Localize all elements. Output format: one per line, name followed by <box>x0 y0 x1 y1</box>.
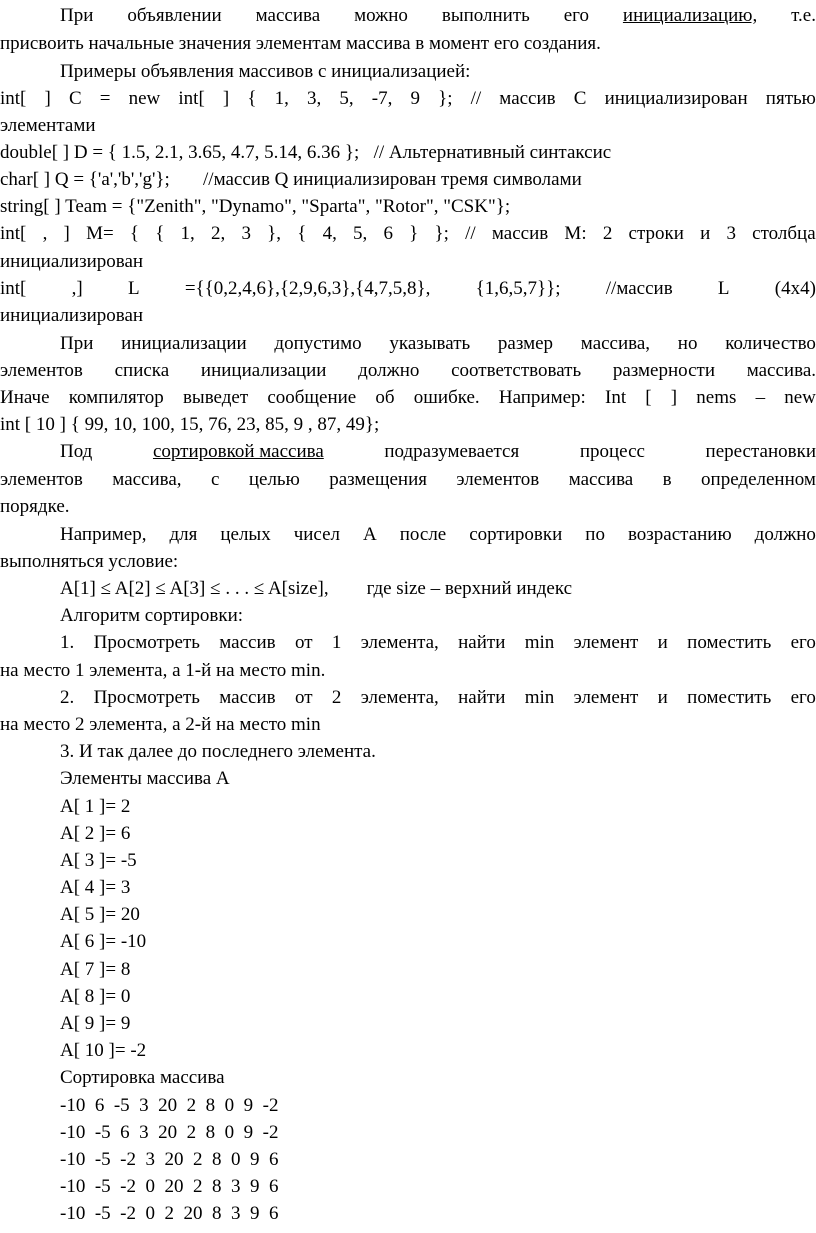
word: Например: <box>498 387 586 408</box>
array-element-line: A[ 8 ]= 0 <box>60 986 131 1007</box>
word: столбца <box>752 223 816 244</box>
word: int[ <box>0 278 27 299</box>
word: 1, <box>274 88 289 109</box>
word: перестановки <box>705 441 816 462</box>
word: пятью <box>765 88 816 109</box>
word: ] <box>63 223 70 244</box>
doc-line: char[ ] Q = {'a','b','g'}; //массив Q инициализирован тремя символами <box>0 169 582 190</box>
doc-line: int [ 10 ] { 99, 10, 100, 15, 76, 23, 85, 9 , 87, 49}; <box>0 414 380 435</box>
word: int[ <box>178 88 205 109</box>
array-element-line: A[ 1 ]= 2 <box>60 796 131 817</box>
word: При <box>60 5 94 26</box>
array-element-line: A[ 10 ]= -2 <box>60 1040 147 1061</box>
doc-line: элементами <box>0 115 96 136</box>
sort-step-line: -10 -5 6 3 20 2 8 0 9 -2 <box>60 1122 279 1143</box>
word: должно <box>358 360 420 381</box>
word: 1 <box>331 632 342 653</box>
word: его <box>563 5 589 26</box>
doc-line: A[1] ≤ A[2] ≤ A[3] ≤ . . . ≤ A[size], где size – верхний индекс <box>60 578 573 599</box>
word: } <box>409 223 419 244</box>
word: { <box>247 88 257 109</box>
doc-line: Алгоритм сортировки: <box>60 605 244 626</box>
doc-line: на место 2 элемента, а 2-й на место min <box>0 714 321 735</box>
word: { <box>129 223 140 244</box>
word: new <box>128 88 161 109</box>
doc-line: инициализирован <box>0 251 144 272</box>
word: -7, <box>371 88 393 109</box>
array-element-line: A[ 2 ]= 6 <box>60 823 131 844</box>
word: найти <box>458 632 506 653</box>
doc-line: инициализирован <box>0 305 144 326</box>
word: об <box>375 387 395 408</box>
word: ошибке. <box>413 387 480 408</box>
word: int[ <box>0 223 27 244</box>
word: 1, <box>180 223 195 244</box>
word: указывать <box>389 333 471 354</box>
word: массив <box>219 632 276 653</box>
doc-line <box>60 521 816 548</box>
word: 2. <box>60 687 75 708</box>
word: целью <box>248 469 300 490</box>
word: Просмотреть <box>93 632 200 653</box>
doc-line: Элементы массива А <box>60 768 230 789</box>
word: выведет <box>182 387 249 408</box>
word: массив <box>491 223 549 244</box>
word: его <box>790 632 816 653</box>
word: строки <box>628 223 684 244</box>
word: чисел <box>293 524 341 545</box>
word: // <box>470 88 482 109</box>
word: А <box>363 524 377 545</box>
word: поместить <box>687 632 772 653</box>
word: C <box>68 88 82 109</box>
word: 2 <box>602 223 613 244</box>
word: массива <box>568 469 634 490</box>
word: по <box>585 524 605 545</box>
array-element-line: A[ 4 ]= 3 <box>60 877 131 898</box>
array-element-line: A[ 7 ]= 8 <box>60 959 131 980</box>
word: сортировки <box>469 524 563 545</box>
word: его <box>790 687 816 708</box>
array-element-line: A[ 5 ]= 20 <box>60 904 140 925</box>
word: ] <box>222 88 230 109</box>
word: компилятор <box>68 387 164 408</box>
word: 1. <box>60 632 75 653</box>
word: = <box>99 88 111 109</box>
word: При <box>60 333 94 354</box>
word: 9 <box>410 88 420 109</box>
word: 4, <box>322 223 337 244</box>
doc-line: на место 1 элемента, а 1-й на место min. <box>0 660 326 681</box>
doc-line <box>60 684 816 711</box>
word: – <box>755 387 766 408</box>
word: подразумевается <box>384 441 520 462</box>
sort-step-line: -10 -5 -2 0 20 2 8 3 9 6 <box>60 1176 279 1197</box>
word: int[ <box>0 88 27 109</box>
word: элементов <box>0 469 83 490</box>
doc-line: string[ ] Team = {"Zenith", "Dynamo", "Sparta", "Rotor", "CSK"}; <box>0 196 511 217</box>
word: и <box>700 223 711 244</box>
doc-line: double[ ] D = { 1.5, 2.1, 3.65, 4.7, 5.14, 6.36 }; // Альтернативный синтаксис <box>0 142 612 163</box>
doc-line: 3. И так далее до последнего элемента. <box>60 741 376 762</box>
word: сообщение <box>267 387 357 408</box>
word: ] <box>44 88 51 109</box>
word: }, <box>267 223 282 244</box>
word: и <box>657 687 668 708</box>
word: должно <box>754 524 816 545</box>
word: ={{0,2,4,6},{2,9,6,3},{4,7,5,8}, <box>184 278 431 299</box>
word: 2, <box>211 223 226 244</box>
word: }; <box>434 223 449 244</box>
word: { <box>297 223 307 244</box>
array-element-line: A[ 3 ]= -5 <box>60 850 137 871</box>
doc-line: выполняться условие: <box>0 551 179 572</box>
word: }; <box>438 88 453 109</box>
word: 2 <box>331 687 342 708</box>
doc-line <box>60 438 816 465</box>
doc-line: Сортировка массива <box>60 1067 225 1088</box>
word: элемент <box>573 687 639 708</box>
word: Например, <box>60 524 147 545</box>
word: массива. <box>746 360 816 381</box>
word: nems <box>696 387 737 408</box>
word: для <box>169 524 198 545</box>
word: массива <box>255 5 321 26</box>
doc-line: присвоить начальные значения элементам массива в момент его создания. <box>0 33 601 54</box>
doc-line <box>0 85 816 112</box>
word: C <box>573 88 587 109</box>
word: размерности <box>612 360 716 381</box>
sort-step-line: -10 -5 -2 3 20 2 8 0 9 6 <box>60 1149 279 1170</box>
word: но <box>677 333 698 354</box>
doc-line <box>0 384 816 411</box>
word: (4x4) <box>774 278 816 299</box>
word: Иначе <box>0 387 50 408</box>
word: L <box>717 278 730 299</box>
word: элемента, <box>360 687 439 708</box>
word: от <box>294 632 313 653</box>
word: определенном <box>701 469 816 490</box>
word: min <box>524 632 555 653</box>
word: соответствовать <box>451 360 582 381</box>
word: Int <box>605 387 627 408</box>
word: размещения <box>329 469 427 490</box>
word: размер <box>497 333 554 354</box>
word: инициализирован <box>604 88 748 109</box>
word: с <box>210 469 220 490</box>
word: min <box>524 687 555 708</box>
word: объявлении <box>127 5 222 26</box>
word: M: <box>564 223 587 244</box>
sort-step-line: -10 6 -5 3 20 2 8 0 9 -2 <box>60 1095 279 1116</box>
word: L <box>127 278 140 299</box>
word: инициализации <box>200 360 327 381</box>
word: списка <box>114 360 170 381</box>
word: от <box>294 687 313 708</box>
word: возрастанию <box>627 524 732 545</box>
word: элемента, <box>360 632 439 653</box>
word: , <box>42 223 48 244</box>
word: [ <box>645 387 652 408</box>
word: 3 <box>241 223 251 244</box>
word: // <box>465 223 476 244</box>
array-element-line: A[ 6 ]= -10 <box>60 931 147 952</box>
word: ,] <box>71 278 83 299</box>
word: и <box>657 632 668 653</box>
word: 5, <box>353 223 368 244</box>
word: { <box>155 223 165 244</box>
word: процесс <box>579 441 645 462</box>
word: ] <box>670 387 678 408</box>
doc-line <box>60 629 816 656</box>
doc-line <box>0 220 816 247</box>
word: элементов <box>0 360 83 381</box>
word: 3, <box>307 88 322 109</box>
word: выполнить <box>441 5 530 26</box>
word: массив <box>499 88 556 109</box>
word: можно <box>354 5 408 26</box>
doc-line: Примеры объявления массивов с инициализацией: <box>60 61 471 82</box>
word: массив <box>219 687 276 708</box>
sort-step-line: -10 -5 -2 0 2 20 8 3 9 6 <box>60 1203 279 1224</box>
word: количество <box>725 333 816 354</box>
word: элемент <box>573 632 639 653</box>
array-element-line: A[ 9 ]= 9 <box>60 1013 131 1034</box>
doc-line <box>60 330 816 357</box>
word: 3 <box>726 223 736 244</box>
underlined-term: сортировкой массива <box>152 441 324 462</box>
word: найти <box>458 687 506 708</box>
word: элементов <box>456 469 540 490</box>
underlined-term: инициализацию, <box>622 5 758 26</box>
word: {1,6,5,7}}; <box>475 278 561 299</box>
word: 6 <box>383 223 393 244</box>
word: после <box>399 524 447 545</box>
word: new <box>784 387 816 408</box>
word: целых <box>220 524 271 545</box>
doc-line: порядке. <box>0 496 70 517</box>
word: //массив <box>605 278 673 299</box>
word: M= <box>86 223 114 244</box>
word: инициализации <box>121 333 247 354</box>
word: т.е. <box>791 5 816 26</box>
word: 5, <box>339 88 354 109</box>
word: массива, <box>112 469 182 490</box>
doc-line <box>0 466 816 493</box>
doc-line <box>0 357 816 384</box>
word: допустимо <box>274 333 362 354</box>
word: Просмотреть <box>93 687 200 708</box>
word: поместить <box>687 687 772 708</box>
word: массива, <box>580 333 651 354</box>
word: в <box>662 469 672 490</box>
word: Под <box>60 441 93 462</box>
doc-line <box>60 2 816 29</box>
doc-line <box>0 275 816 302</box>
